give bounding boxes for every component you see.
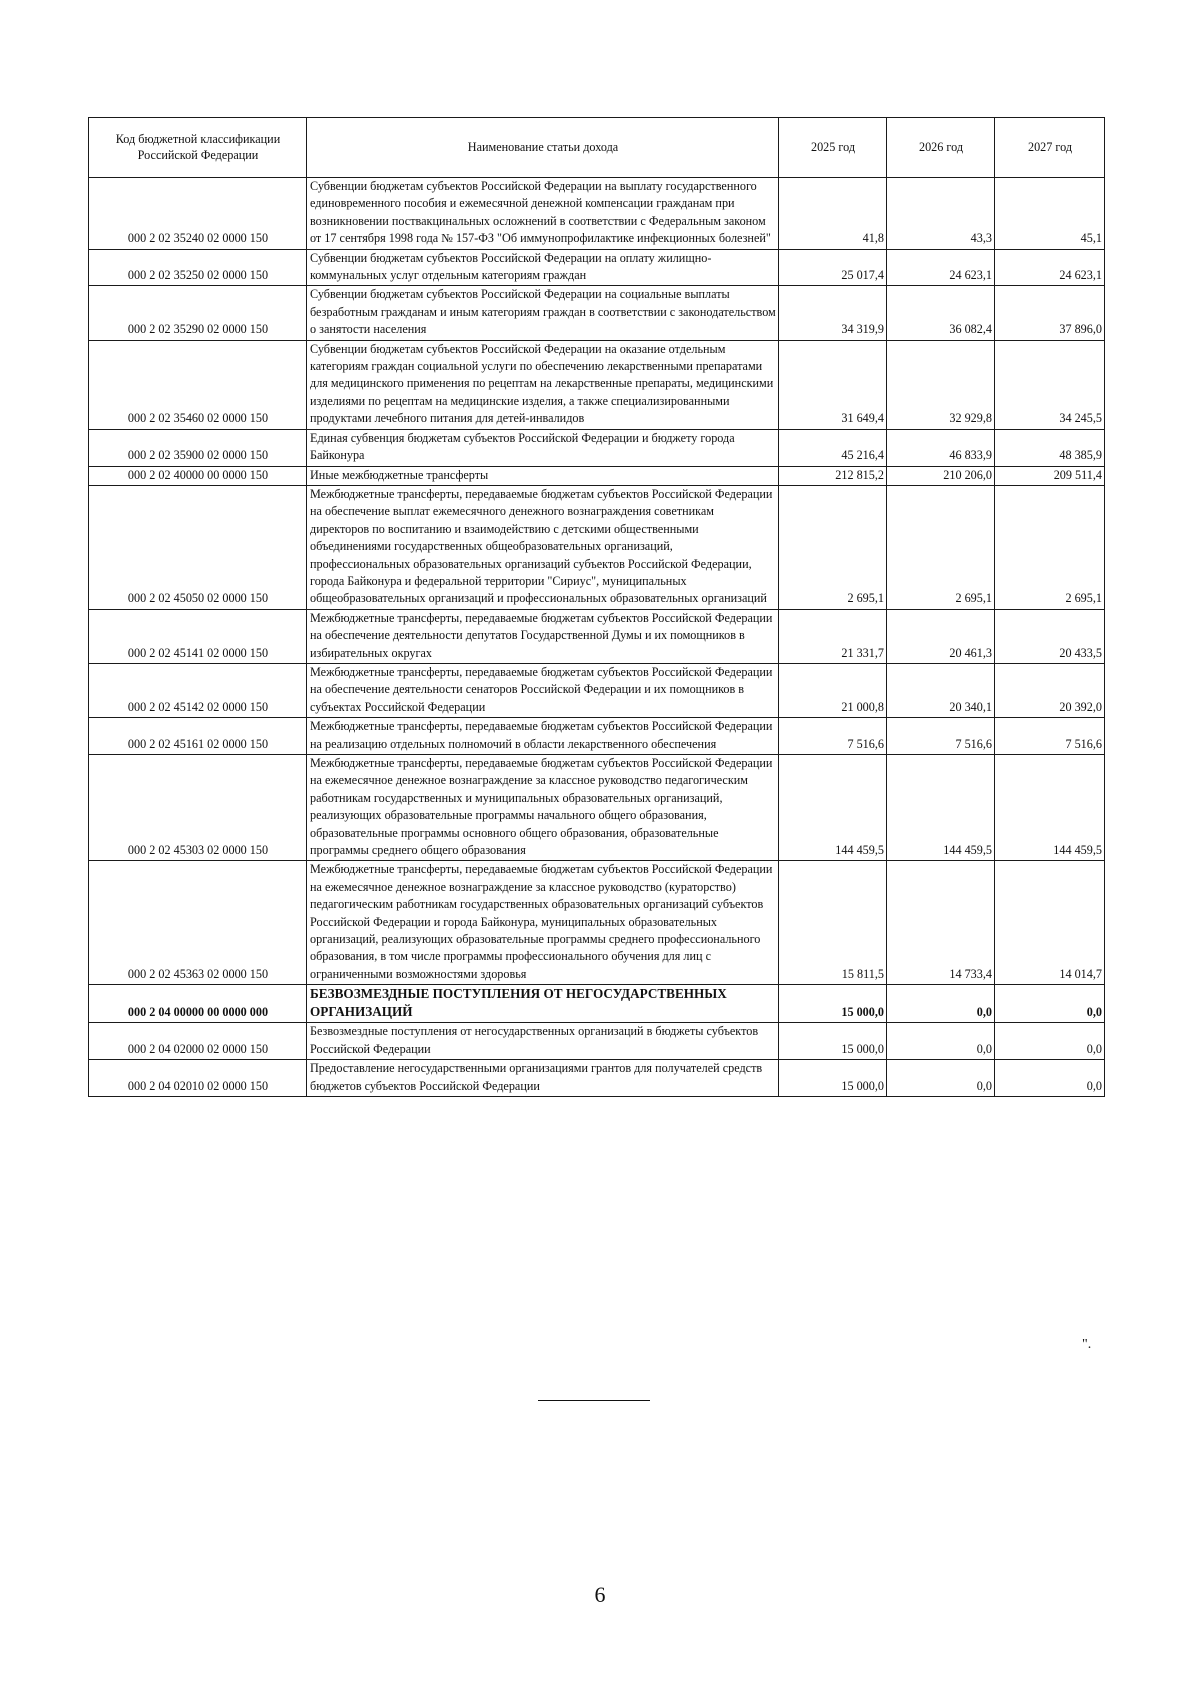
row-name: Безвозмездные поступления от негосударственных организаций в бюджеты субъектов Российской Федерации — [307, 1023, 779, 1060]
table-row — [89, 466, 1105, 485]
table-row — [89, 286, 1105, 340]
row-value-2025: 212 815,2 — [779, 466, 887, 485]
row-value-2026: 2 695,1 — [887, 485, 995, 609]
row-name: Межбюджетные трансферты, передаваемые бюджетам субъектов Российской Федерации на обеспечение деятельности сенаторов Российской Федерации и их помощников в субъектах Российской Федерации — [307, 663, 779, 717]
row-name: Субвенции бюджетам субъектов Российской Федерации на социальные выплаты безработным гражданам и иным категориям граждан в соответствии с законодательством о занятости населения — [307, 286, 779, 340]
row-code: 000 2 02 45141 02 0000 150 — [89, 609, 307, 663]
row-name: Межбюджетные трансферты, передаваемые бюджетам субъектов Российской Федерации на ежемесячное денежное вознаграждение за классное руководство педагогическим работникам государственных и муниципальных образовательных организаций, реализующих образовательные программы начального общего образования, образовательные программы основного общего образования, образовательные программы среднего общего образования — [307, 755, 779, 861]
row-value-2025: 15 811,5 — [779, 861, 887, 985]
row-name: Субвенции бюджетам субъектов Российской Федерации на оплату жилищно-коммунальных услуг отдельным категориям граждан — [307, 249, 779, 286]
row-value-2025: 45 216,4 — [779, 429, 887, 466]
row-value-2027: 24 623,1 — [995, 249, 1105, 286]
row-value-2026: 36 082,4 — [887, 286, 995, 340]
row-value-2026: 0,0 — [887, 1060, 995, 1097]
row-code: 000 2 04 00000 00 0000 000 — [89, 985, 307, 1023]
row-value-2027: 0,0 — [995, 985, 1105, 1023]
row-value-2026: 20 461,3 — [887, 609, 995, 663]
row-value-2027: 2 695,1 — [995, 485, 1105, 609]
table-row — [89, 718, 1105, 755]
row-name: Субвенции бюджетам субъектов Российской Федерации на оказание отдельным категориям граждан социальной услуги по обеспечению лекарственными препаратами для медицинского применения по рецептам на лекарственные препараты, медицинскими изделиями по рецептам на медицинские изделия, а также специализированными продуктами лечебного питания для детей-инвалидов — [307, 340, 779, 429]
closing-quote-mark: ". — [1082, 1337, 1092, 1352]
row-value-2027: 0,0 — [995, 1060, 1105, 1097]
row-code: 000 2 02 35900 02 0000 150 — [89, 429, 307, 466]
row-value-2027: 20 433,5 — [995, 609, 1105, 663]
row-name: Межбюджетные трансферты, передаваемые бюджетам субъектов Российской Федерации на обеспечение выплат ежемесячного денежного вознаграждения советникам директоров по воспитанию и взаимодействию с детскими общественными объединениями государственных общеобразовательных организаций, профессиональных образовательных организаций субъектов Российской Федерации, города Байконура и федеральной территории "Сириус", муниципальных общеобразовательных организаций и профессиональных образовательных организаций — [307, 485, 779, 609]
row-value-2025: 15 000,0 — [779, 985, 887, 1023]
row-value-2027: 45,1 — [995, 178, 1105, 250]
row-value-2026: 210 206,0 — [887, 466, 995, 485]
row-value-2025: 15 000,0 — [779, 1060, 887, 1097]
row-value-2026: 24 623,1 — [887, 249, 995, 286]
row-name: Единая субвенция бюджетам субъектов Российской Федерации и бюджету города Байконура — [307, 429, 779, 466]
row-value-2025: 2 695,1 — [779, 485, 887, 609]
row-name: Иные межбюджетные трансферты — [307, 466, 779, 485]
row-value-2025: 34 319,9 — [779, 286, 887, 340]
header-2026: 2026 год — [887, 118, 995, 178]
row-name: Субвенции бюджетам субъектов Российской Федерации на выплату государственного единовременного пособия и ежемесячной денежной компенсации гражданам при возникновении поствакцинальных осложнений в соответствии с Федеральным законом от 17 сентября 1998 года № 157-ФЗ "Об иммунопрофилактике инфекционных болезней" — [307, 178, 779, 250]
table-row — [89, 755, 1105, 861]
row-value-2025: 21 331,7 — [779, 609, 887, 663]
row-value-2026: 0,0 — [887, 985, 995, 1023]
row-value-2027: 14 014,7 — [995, 861, 1105, 985]
row-code: 000 2 02 45303 02 0000 150 — [89, 755, 307, 861]
row-name: Межбюджетные трансферты, передаваемые бюджетам субъектов Российской Федерации на реализацию отдельных полномочий в области лекарственного обеспечения — [307, 718, 779, 755]
header-2025: 2025 год — [779, 118, 887, 178]
row-value-2026: 20 340,1 — [887, 663, 995, 717]
header-2027: 2027 год — [995, 118, 1105, 178]
table-row — [89, 861, 1105, 985]
row-code: 000 2 02 45050 02 0000 150 — [89, 485, 307, 609]
table-row — [89, 249, 1105, 286]
row-code: 000 2 02 45142 02 0000 150 — [89, 663, 307, 717]
table-row — [89, 429, 1105, 466]
row-value-2026: 46 833,9 — [887, 429, 995, 466]
row-value-2027: 48 385,9 — [995, 429, 1105, 466]
row-value-2026: 32 929,8 — [887, 340, 995, 429]
row-value-2026: 43,3 — [887, 178, 995, 250]
table-row — [89, 1060, 1105, 1097]
row-value-2025: 21 000,8 — [779, 663, 887, 717]
row-code: 000 2 02 45363 02 0000 150 — [89, 861, 307, 985]
row-code: 000 2 02 35250 02 0000 150 — [89, 249, 307, 286]
table-row — [89, 985, 1105, 1023]
table-row — [89, 485, 1105, 609]
row-code: 000 2 02 35240 02 0000 150 — [89, 178, 307, 250]
row-value-2025: 7 516,6 — [779, 718, 887, 755]
row-name: Межбюджетные трансферты, передаваемые бюджетам субъектов Российской Федерации на ежемесячное денежное вознаграждение за классное руководство (кураторство) педагогическим работникам государственных образовательных организаций субъектов Российской Федерации и города Байконура, муниципальных образовательных организаций, реализующих образовательные программы среднего профессионального образования, в том числе программы профессионального обучения для лиц с ограниченными возможностями здоровья — [307, 861, 779, 985]
header-name: Наименование статьи дохода — [307, 118, 779, 178]
header-code: Код бюджетной классификации Российской Федерации — [89, 118, 307, 178]
page-number: 6 — [594, 1582, 606, 1607]
table-header-row — [89, 118, 1105, 178]
row-value-2025: 144 459,5 — [779, 755, 887, 861]
row-value-2025: 15 000,0 — [779, 1023, 887, 1060]
separator-line — [538, 1400, 650, 1401]
row-value-2027: 37 896,0 — [995, 286, 1105, 340]
table-row — [89, 340, 1105, 429]
row-value-2027: 34 245,5 — [995, 340, 1105, 429]
row-value-2026: 14 733,4 — [887, 861, 995, 985]
row-code: 000 2 02 35460 02 0000 150 — [89, 340, 307, 429]
budget-table — [88, 117, 1105, 1097]
row-value-2027: 209 511,4 — [995, 466, 1105, 485]
row-value-2027: 20 392,0 — [995, 663, 1105, 717]
row-value-2027: 7 516,6 — [995, 718, 1105, 755]
row-value-2025: 31 649,4 — [779, 340, 887, 429]
row-value-2026: 144 459,5 — [887, 755, 995, 861]
table-row — [89, 663, 1105, 717]
row-name: Межбюджетные трансферты, передаваемые бюджетам субъектов Российской Федерации на обеспечение деятельности депутатов Государственной Думы и их помощников в избирательных округах — [307, 609, 779, 663]
row-code: 000 2 04 02010 02 0000 150 — [89, 1060, 307, 1097]
row-value-2026: 0,0 — [887, 1023, 995, 1060]
row-value-2026: 7 516,6 — [887, 718, 995, 755]
row-code: 000 2 02 45161 02 0000 150 — [89, 718, 307, 755]
row-code: 000 2 04 02000 02 0000 150 — [89, 1023, 307, 1060]
row-name: Предоставление негосударственными организациями грантов для получателей средств бюджетов субъектов Российской Федерации — [307, 1060, 779, 1097]
table-row — [89, 178, 1105, 250]
row-name: БЕЗВОЗМЕЗДНЫЕ ПОСТУПЛЕНИЯ ОТ НЕГОСУДАРСТВЕННЫХ ОРГАНИЗАЦИЙ — [307, 985, 779, 1023]
row-code: 000 2 02 35290 02 0000 150 — [89, 286, 307, 340]
row-value-2025: 41,8 — [779, 178, 887, 250]
table-row — [89, 1023, 1105, 1060]
row-code: 000 2 02 40000 00 0000 150 — [89, 466, 307, 485]
row-value-2027: 0,0 — [995, 1023, 1105, 1060]
row-value-2025: 25 017,4 — [779, 249, 887, 286]
table-body — [89, 178, 1105, 1097]
table-row — [89, 609, 1105, 663]
row-value-2027: 144 459,5 — [995, 755, 1105, 861]
